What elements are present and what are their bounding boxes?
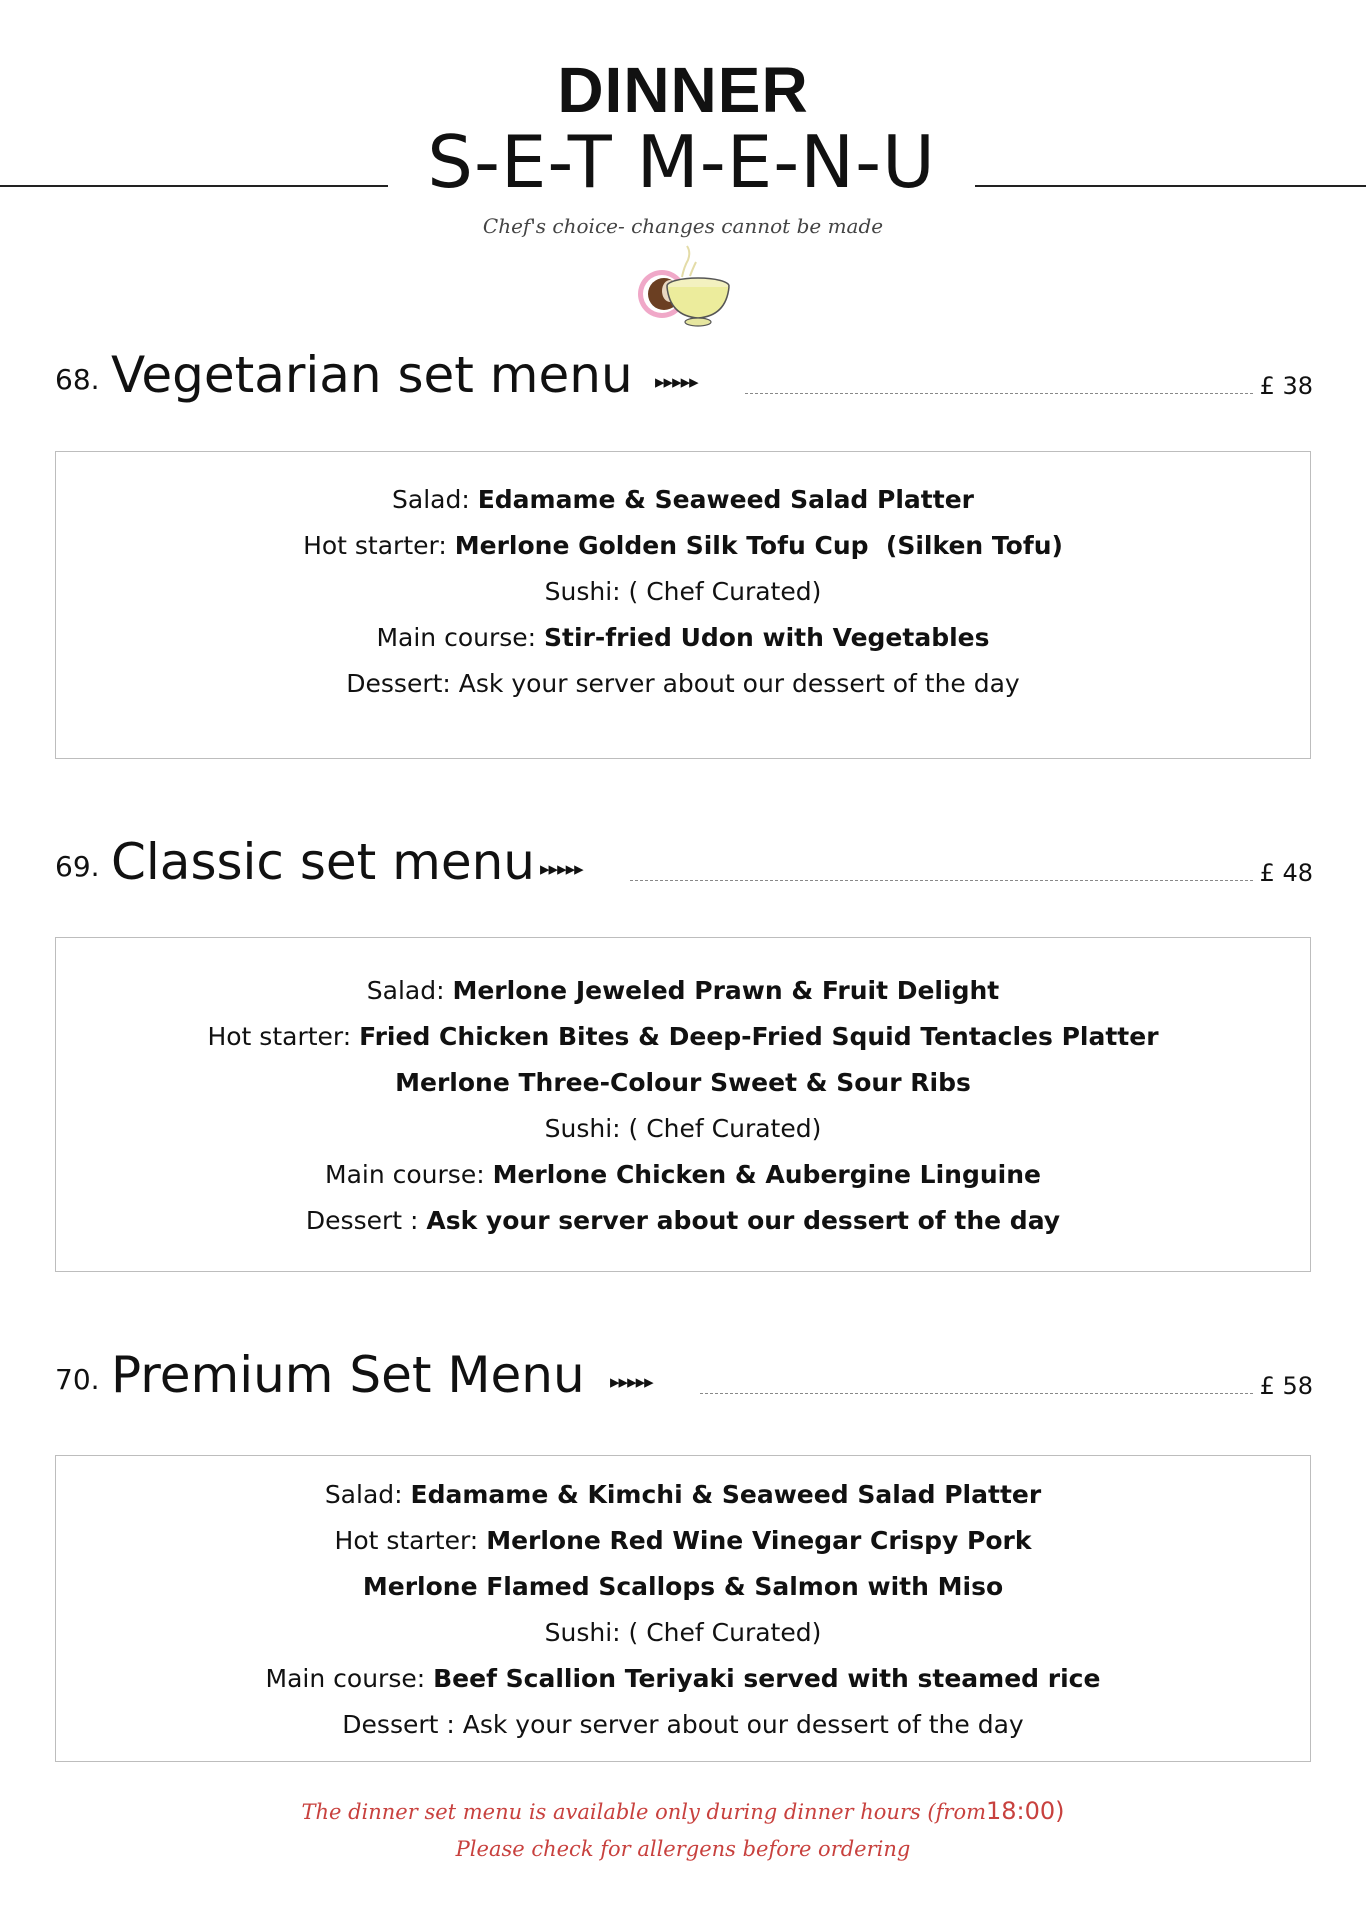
menu-title-dinner: DINNER — [557, 54, 809, 126]
chef-choice-note: Chef's choice- changes cannot be made — [482, 214, 884, 238]
arrow-markers-icon: ▸▸▸▸▸ — [610, 1371, 653, 1393]
menu-box-premium — [55, 1455, 1311, 1762]
dotted-leader — [745, 393, 1253, 394]
section-price: £ 58 — [1259, 1372, 1313, 1400]
menu-line: Sushi: ( Chef Curated) — [544, 1618, 822, 1647]
menu-line: Main course: Merlone Chicken & Aubergine Linguine — [325, 1160, 1041, 1189]
menu-line: Hot starter: Fried Chicken Bites & Deep-Fried Squid Tentacles Platter — [207, 1022, 1159, 1051]
menu-box-classic — [55, 937, 1311, 1272]
section-title: Premium Set Menu — [111, 1346, 585, 1404]
coconut-and-rice-bowl-icon — [630, 242, 735, 332]
section-price: £ 38 — [1259, 372, 1313, 400]
section-number: 70. — [55, 1363, 100, 1396]
menu-line: Hot starter: Merlone Red Wine Vinegar Crispy Pork — [334, 1526, 1032, 1555]
title-rule-right — [975, 185, 1366, 187]
menu-line: Dessert: Ask your server about our dessert of the day — [346, 669, 1020, 698]
title-rule-left — [0, 185, 388, 187]
menu-line: Merlone Three-Colour Sweet & Sour Ribs — [395, 1068, 971, 1097]
menu-line: Main course: Stir-fried Udon with Vegetables — [376, 623, 990, 652]
menu-line: Dessert : Ask your server about our dessert of the day — [305, 1206, 1061, 1235]
section-title: Vegetarian set menu — [111, 346, 633, 404]
section-header-vegetarian — [55, 340, 1313, 404]
menu-line: Sushi: ( Chef Curated) — [544, 577, 822, 606]
menu-line: Salad: Merlone Jeweled Prawn & Fruit Delight — [366, 976, 1000, 1005]
menu-line: Main course: Beef Scallion Teriyaki served with steamed rice — [265, 1664, 1101, 1693]
dotted-leader — [630, 880, 1253, 881]
section-number: 69. — [55, 850, 100, 883]
menu-title-set-menu: S-E-T M-E-N-U — [427, 120, 936, 204]
footer-availability-note: The dinner set menu is available only during dinner hours (from18:00) — [301, 1797, 1065, 1825]
footer-allergen-note: Please check for allergens before ordering — [455, 1837, 911, 1861]
section-header-premium — [55, 1340, 1313, 1404]
menu-line: Sushi: ( Chef Curated) — [544, 1114, 822, 1143]
section-price: £ 48 — [1259, 859, 1313, 887]
menu-box-vegetarian — [55, 451, 1311, 759]
section-title: Classic set menu — [111, 833, 535, 891]
menu-line: Hot starter: Merlone Golden Silk Tofu Cup (Silken Tofu) — [303, 531, 1063, 560]
menu-line: Dessert : Ask your server about our dessert of the day — [342, 1710, 1024, 1739]
menu-line: Salad: Edamame & Seaweed Salad Platter — [392, 485, 974, 514]
menu-line: Salad: Edamame & Kimchi & Seaweed Salad Platter — [324, 1480, 1042, 1509]
dotted-leader — [700, 1393, 1253, 1394]
section-number: 68. — [55, 363, 100, 396]
menu-line: Merlone Flamed Scallops & Salmon with Miso — [362, 1572, 1004, 1601]
arrow-markers-icon: ▸▸▸▸▸ — [655, 371, 698, 393]
arrow-markers-icon: ▸▸▸▸▸ — [540, 858, 583, 880]
section-header-classic — [55, 827, 1313, 891]
